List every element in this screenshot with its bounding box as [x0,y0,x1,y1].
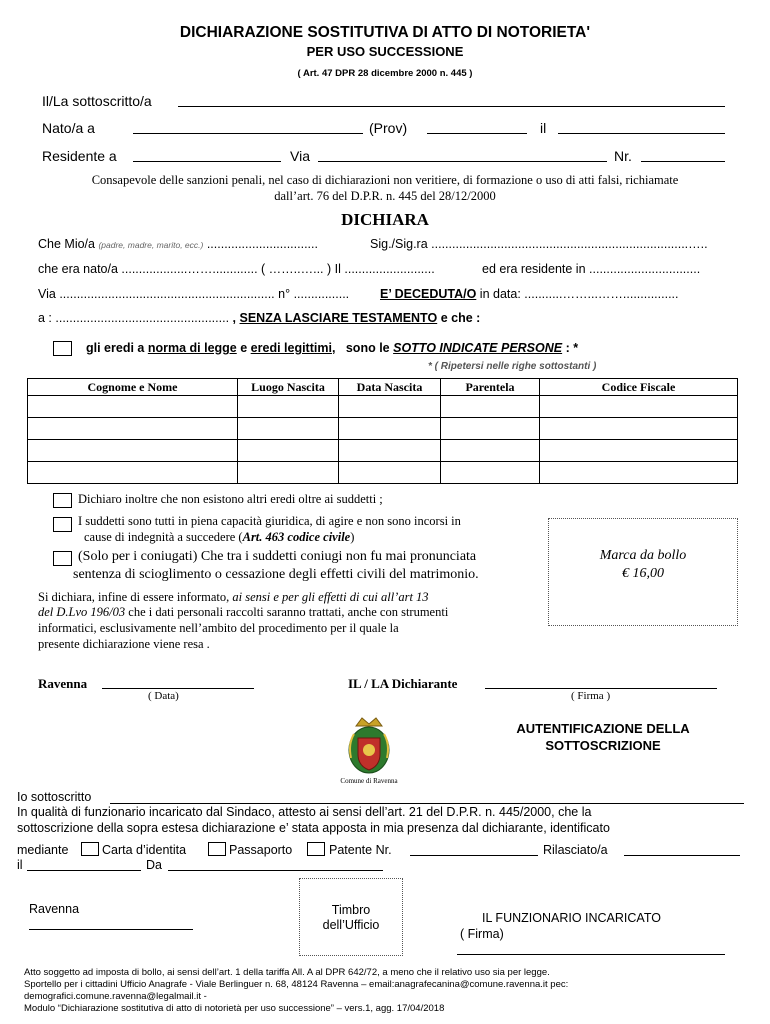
capacity-text-line2: cause di indegnità a succedere (Art. 463 codice civile) [84,530,355,544]
table-cell[interactable] [28,418,238,440]
authentication-city: Ravenna [29,902,80,916]
authentication-text-line1: In qualità di funzionario incaricato dal Sindaco, attesto ai sensi dell’art. 21 del D.P.R. n. 445/2000, che la [17,805,592,819]
deceased-birth-row [38,262,435,276]
table-cell[interactable] [238,418,339,440]
no-other-heirs-checkbox[interactable] [53,493,72,508]
issuer-label: Da [146,858,162,872]
officer-signature-field[interactable] [457,954,725,955]
relation-hint: (padre, madre, marito, ecc.) [98,240,204,250]
deceased-relation-row [38,237,318,251]
footer-line4: Modulo “Dichiarazione sostitutiva di atto di notorietà per uso successione” – vers.1, agg. 17/04/2018 [24,1003,445,1014]
deceased-born-label: che era nato/a [38,262,118,276]
spouses-text-line1: (Solo per i coniugati) Che tra i suddetti coniugi non fu mai pronunciata [78,549,477,564]
deceased-residence-row [482,262,700,276]
revenue-stamp-label: Marca da bollo [599,548,687,563]
deceased-birth-date-field[interactable]: .......................... [344,262,435,276]
deceased-street-label: Via [38,287,56,301]
table-row [28,440,738,462]
table-cell[interactable] [339,440,441,462]
column-header: Luogo Nascita [238,379,339,396]
table-cell[interactable] [540,396,738,418]
death-place-field[interactable]: .................................................. [55,311,230,325]
table-row [28,418,738,440]
street-number-field[interactable] [641,161,725,162]
table-cell[interactable] [441,462,540,484]
revenue-stamp-amount: € 16,00 [622,566,664,581]
born-in-field[interactable] [133,133,363,134]
id-card-label: Carta d’identita [102,843,187,857]
id-card-checkbox[interactable] [81,842,99,856]
capacity-checkbox[interactable] [53,517,72,532]
identified-by-label: mediante [17,843,69,857]
table-cell[interactable] [28,462,238,484]
signature-caption: ( Firma ) [571,690,611,702]
heirs-statement: gli eredi a norma di legge e eredi legittimi, sono le SOTTO INDICATE PERSONE : * [86,341,579,355]
birth-date-label: il [540,120,547,136]
officer-undersigned-field[interactable] [110,803,744,804]
footer-line2: Sportello per i cittadini Ufficio Anagrafe - Viale Berlinguer n. 68, 48124 Ravenna – email:anagrafecanina@comune.ravenna.it pec: [24,979,569,990]
issuer-field[interactable] [168,870,383,871]
table-cell[interactable] [441,396,540,418]
table-cell[interactable] [238,440,339,462]
issue-date-label: il [17,858,23,872]
authentication-text-line2: sottoscrizione della sopra estesa dichiarazione e’ stata apposta in mia presenza dal dichiarante, identificato [17,821,610,835]
declarant-signature-field[interactable] [485,688,717,689]
heirs-checkbox[interactable] [53,341,72,356]
deceased-birth-date-label: Il [334,262,341,276]
table-cell[interactable] [441,440,540,462]
declares-heading: DICHIARA [341,210,429,229]
resident-in-label: Residente a [42,148,117,164]
and-that-text: e che : [440,311,481,325]
street-label: Via [290,148,310,164]
death-date-field[interactable]: ...........……...……................ [524,287,679,301]
privacy-text-line2: del D.Lvo 196/03 che i dati personali raccolti saranno trattati, anche con strumenti [38,605,449,619]
document-title: DICHIARAZIONE SOSTITUTIVA DI ATTO DI NOTORIETA' [179,24,591,41]
sig-field[interactable]: ..........................................................................….. [431,237,708,251]
relation-label: Che Mio/a [38,237,95,251]
heirs-table-header [28,379,738,396]
authentication-title-line1: AUTENTIFICAZIONE DELLA [516,721,690,736]
capacity-text-line1: I suddetti sono tutti in piena capacità giuridica, di agire e non sono incorsi in [78,514,461,528]
passport-label: Passaporto [229,843,293,857]
footer-line3: demografici.comune.ravenna@legalmail.it - [24,991,207,1002]
revenue-stamp-box [548,518,738,626]
table-cell[interactable] [28,440,238,462]
table-cell[interactable] [339,396,441,418]
deceased-street-row [38,287,349,301]
signature-city: Ravenna [38,676,88,691]
office-stamp-label-line1: Timbro [331,903,371,917]
heirs-note: * ( Ripetersi nelle righe sottostanti ) [428,361,597,372]
office-stamp-box [299,878,403,956]
birth-date-field[interactable] [558,133,725,134]
passport-checkbox[interactable] [208,842,226,856]
province-label: (Prov) [369,120,408,136]
document-subtitle: PER USO SUCCESSIONE [306,44,464,59]
table-cell[interactable] [339,462,441,484]
column-header: Codice Fiscale [540,379,738,396]
spouses-checkbox[interactable] [53,551,72,566]
undersigned-label: Il/La sottoscritto/a [42,93,152,109]
officer-label: IL FUNZIONARIO INCARICATO [482,911,661,925]
privacy-text-line4: presente dichiarazione viene resa . [38,637,210,651]
signature-date-field[interactable] [102,688,254,689]
table-row [28,396,738,418]
deceased-resident-field[interactable]: ................................ [589,262,701,276]
privacy-text-line3: informatici, esclusivamente nell’ambito del procedimento per il quale la [38,621,399,635]
deceased-label: E’ DECEDUTA/O [380,287,477,301]
deceased-place-row: a : .................................................. , SENZA LASCIARE TESTAMENTO e che : [38,311,481,325]
driving-license-checkbox[interactable] [307,842,325,856]
table-cell[interactable] [540,440,738,462]
table-row [28,462,738,484]
office-stamp-label-line2: dell’Ufficio [322,918,380,932]
deceased-number-label: n° [278,287,291,301]
footer-line1: Atto soggetto ad imposta di bollo, ai sensi dell’art. 1 della tariffa All. A al DPR 642/72, a meno che il relativo uso sia per legge. [24,967,550,978]
awareness-text-line2: dall’art. 76 del D.P.R. n. 445 del 28/12/2000 [274,189,496,203]
deceased-born-field[interactable]: ...................……............. [121,262,258,276]
deceased-street-field[interactable]: .............................................................. [59,287,275,301]
death-date-label: in data: [479,287,521,301]
table-cell[interactable] [238,396,339,418]
awareness-text-line1: Consapevole delle sanzioni penali, nel caso di dichiarazioni non veritiere, di formazione o uso di atti falsi, richiamate [91,173,679,187]
column-header: Cognome e Nome [28,379,238,396]
privacy-text-line1: Si dichiara, infine di essere informato, ai sensi e per gli effetti di cui all’art 13 [38,590,429,604]
no-will-text: SENZA LASCIARE TESTAMENTO [239,311,438,325]
undersigned-field[interactable] [178,106,725,107]
ravenna-coat-of-arms-icon [334,714,404,776]
civil-code-reference: Art. 463 codice civile [242,530,351,544]
issued-by-label: Rilasciato/a [543,843,608,857]
table-cell[interactable] [28,396,238,418]
driving-license-label: Patente Nr. [329,843,392,857]
sig-label: Sig./Sig.ra [370,237,428,251]
table-cell[interactable] [339,418,441,440]
officer-undersigned-label: Io sottoscritto [17,790,92,804]
spouses-text-line2: sentenza di scioglimento o cessazione degli effetti civili del matrimonio. [73,567,479,582]
table-cell[interactable] [238,462,339,484]
heirs-table [27,378,738,484]
deceased-number-field[interactable]: ................ [293,287,350,301]
table-cell[interactable] [540,462,738,484]
issue-date-field[interactable] [27,870,141,871]
resident-in-field[interactable] [133,161,281,162]
authentication-date-field[interactable] [29,929,193,930]
declarant-label: IL / LA Dichiarante [348,676,458,691]
table-cell[interactable] [540,418,738,440]
born-in-label: Nato/a a [42,120,95,136]
officer-sign-label: ( Firma) [460,927,504,941]
street-field[interactable] [318,161,607,162]
relation-field[interactable]: ................................ [206,237,318,251]
date-caption: ( Data) [148,690,179,702]
column-header: Data Nascita [339,379,441,396]
issued-by-field[interactable] [624,855,740,856]
deceased-date-row [380,287,678,301]
no-other-heirs-text: Dichiaro inoltre che non esistono altri eredi oltre ai suddetti ; [78,492,383,506]
deceased-prov-field[interactable]: ( ……..…... ) [261,262,332,276]
deceased-name-row [370,237,708,251]
column-header: Parentela [441,379,540,396]
street-number-label: Nr. [614,148,632,164]
logo-caption: Comune di Ravenna [340,777,398,785]
death-place-label: a : [38,311,52,325]
table-cell[interactable] [441,418,540,440]
deceased-resident-label: ed era residente in [482,262,586,276]
authentication-title-line2: SOTTOSCRIZIONE [545,738,661,753]
license-number-field[interactable] [410,855,538,856]
province-field[interactable] [427,133,527,134]
legal-reference: ( Art. 47 DPR 28 dicembre 2000 n. 445 ) [297,68,473,79]
